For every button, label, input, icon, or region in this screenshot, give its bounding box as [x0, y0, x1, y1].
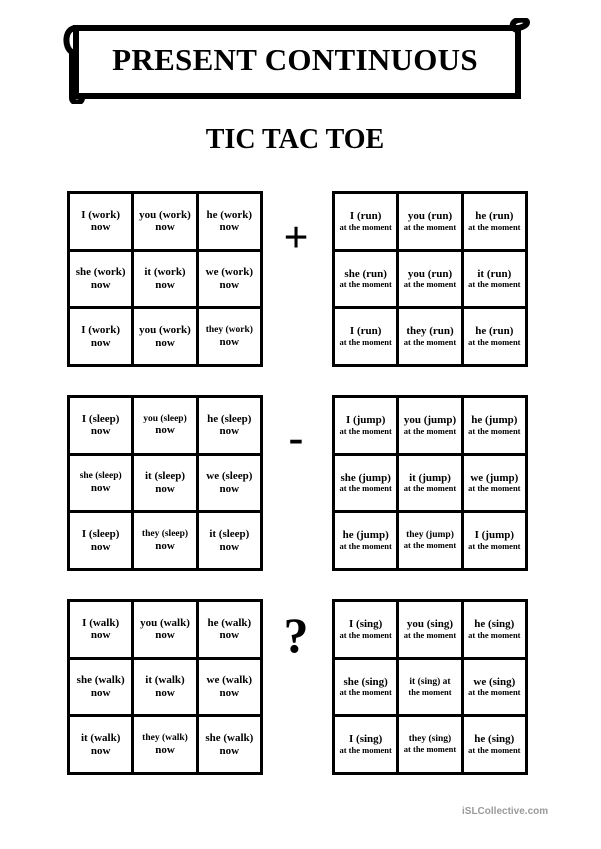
title-banner: [60, 18, 530, 104]
cell-subject: you (run): [407, 267, 453, 280]
cell-subject: it (run): [477, 267, 512, 280]
cell-time-expression: at the moment: [468, 337, 521, 348]
board-cell: [199, 513, 260, 568]
board-cell: [399, 717, 460, 772]
cell-time-expression: now: [219, 278, 240, 291]
board-cell: [70, 717, 131, 772]
cell-subject: it (jump): [409, 471, 451, 484]
cell-subject: it (work): [144, 266, 186, 279]
cell-time-expression: at the moment: [403, 337, 457, 348]
board-run: [332, 191, 528, 367]
board-cell: [335, 252, 396, 307]
board-jump: [332, 395, 528, 571]
cell-time-expression: now: [219, 425, 240, 438]
board-work: [67, 191, 263, 367]
board-cell: [134, 717, 195, 772]
board-sing: [332, 599, 528, 775]
cell-subject: we (sleep): [206, 470, 253, 483]
cell-subject: they (sleep): [141, 528, 189, 539]
cell-subject: I (sing): [349, 733, 383, 746]
cell-time-expression: at the moment: [468, 629, 521, 640]
cell-time-expression: at the moment: [403, 483, 457, 494]
cell-subject: she (walk): [205, 732, 254, 745]
cell-subject: you (work): [139, 324, 191, 337]
cell-subject: he (jump): [471, 414, 518, 427]
cell-subject: it (sleep): [144, 470, 185, 483]
board-cell: [199, 717, 260, 772]
board-cell: [335, 456, 396, 511]
board-cell: [399, 456, 460, 511]
cell-subject: I (run): [349, 325, 382, 338]
board-cell: [464, 398, 525, 453]
cell-subject: it (walk): [80, 732, 121, 745]
cell-time-expression: now: [155, 336, 175, 349]
cell-time-expression: now: [155, 686, 175, 699]
cell-subject: I (work): [81, 208, 121, 221]
cell-time-expression: at the moment: [403, 425, 457, 436]
cell-subject: you (work): [139, 208, 191, 221]
cell-subject: I (sing): [349, 618, 383, 631]
cell-time-expression: at the moment: [468, 541, 521, 552]
cell-time-expression: now: [90, 629, 111, 642]
cell-time-expression: at the moment: [468, 221, 521, 232]
board-cell: [199, 398, 260, 453]
board-cell: [70, 602, 131, 657]
cell-time-expression: now: [90, 278, 111, 291]
cell-subject: he (run): [475, 210, 514, 223]
cell-subject: we (work): [205, 266, 253, 279]
cell-subject: we (sing): [473, 675, 516, 688]
cell-subject: you (sleep): [143, 413, 187, 424]
board-cell: [134, 398, 195, 453]
minus-sign: -: [288, 413, 304, 462]
cell-time-expression: at the moment: [339, 425, 392, 436]
board-cell: [134, 602, 195, 657]
cell-time-expression: now: [155, 539, 175, 552]
board-cell: [199, 456, 260, 511]
cell-subject: he (run): [475, 325, 514, 338]
cell-subject: you (sing): [406, 618, 454, 631]
cell-time-expression: at the moment: [339, 221, 392, 232]
cell-subject: I (walk): [82, 616, 120, 629]
board-cell: [335, 194, 396, 249]
board-cell: [199, 660, 260, 715]
cell-time-expression: now: [90, 482, 111, 495]
board-cell: [134, 194, 195, 249]
board-cell: [70, 309, 131, 364]
page-title: PRESENT CONTINUOUS: [112, 42, 478, 77]
cell-subject: she (jump): [340, 471, 391, 484]
board-cell: [134, 456, 195, 511]
cell-time-expression: the moment: [408, 686, 452, 697]
cell-time-expression: now: [219, 629, 240, 642]
board-sleep: [67, 395, 263, 571]
cell-time-expression: now: [155, 278, 175, 291]
cell-time-expression: now: [219, 482, 240, 495]
cell-subject: it (sing) at: [409, 676, 451, 687]
cell-subject: we (walk): [206, 674, 253, 687]
board-cell: [464, 717, 525, 772]
cell-subject: I (sleep): [81, 528, 120, 541]
board-cell: [134, 513, 195, 568]
board-cell: [335, 513, 396, 568]
cell-subject: he (sing): [474, 618, 515, 631]
cell-time-expression: now: [219, 221, 240, 234]
cell-time-expression: at the moment: [403, 629, 457, 640]
board-cell: [464, 660, 525, 715]
cell-time-expression: now: [155, 629, 175, 642]
board-cell: [464, 513, 525, 568]
board-cell: [399, 660, 460, 715]
cell-subject: he (work): [206, 208, 253, 221]
plus-sign: +: [283, 213, 309, 262]
cell-time-expression: at the moment: [403, 221, 457, 232]
cell-time-expression: now: [219, 686, 240, 699]
board-cell: [464, 194, 525, 249]
board-cell: [199, 602, 260, 657]
board-cell: [399, 513, 460, 568]
board-cell: [335, 602, 396, 657]
board-cell: [70, 513, 131, 568]
cell-subject: she (sing): [343, 675, 388, 688]
cell-time-expression: at the moment: [468, 425, 521, 436]
board-cell: [199, 309, 260, 364]
cell-time-expression: at the moment: [339, 279, 392, 290]
board-cell: [70, 194, 131, 249]
board-cell: [399, 602, 460, 657]
cell-subject: she (sleep): [79, 471, 122, 482]
cell-time-expression: at the moment: [403, 279, 457, 290]
board-walk: [67, 599, 263, 775]
question-sign: ?: [283, 607, 309, 663]
cell-time-expression: at the moment: [468, 687, 521, 698]
watermark: iSLCollective.com: [462, 806, 549, 817]
cell-time-expression: at the moment: [339, 687, 392, 698]
cell-time-expression: now: [219, 744, 240, 757]
board-cell: [335, 309, 396, 364]
cell-time-expression: at the moment: [339, 629, 392, 640]
board-cell: [464, 602, 525, 657]
cell-time-expression: now: [155, 424, 175, 437]
page-subtitle: TIC TAC TOE: [205, 124, 385, 155]
cell-time-expression: now: [90, 336, 111, 349]
cell-subject: they (sing): [408, 734, 452, 745]
board-cell: [134, 252, 195, 307]
cell-time-expression: at the moment: [468, 483, 521, 494]
cell-subject: they (run): [406, 325, 454, 338]
cell-time-expression: at the moment: [339, 337, 392, 348]
cell-time-expression: now: [219, 335, 240, 348]
cell-subject: she (walk): [76, 674, 125, 687]
board-cell: [199, 194, 260, 249]
cell-subject: they (work): [205, 324, 253, 335]
board-cell: [335, 660, 396, 715]
board-cell: [464, 456, 525, 511]
cell-subject: she (work): [75, 266, 126, 279]
cell-time-expression: now: [155, 482, 175, 495]
cell-subject: he (jump): [342, 529, 389, 542]
cell-time-expression: at the moment: [468, 745, 521, 756]
board-cell: [134, 660, 195, 715]
cell-time-expression: now: [155, 221, 175, 234]
board-cell: [70, 456, 131, 511]
cell-time-expression: now: [219, 540, 240, 553]
board-cell: [399, 194, 460, 249]
cell-subject: you (walk): [140, 616, 190, 629]
cell-subject: they (jump): [406, 530, 454, 541]
cell-time-expression: at the moment: [339, 483, 392, 494]
board-cell: [399, 309, 460, 364]
board-cell: [464, 309, 525, 364]
cell-subject: I (work): [81, 324, 121, 337]
cell-subject: you (jump): [403, 414, 457, 427]
board-cell: [399, 398, 460, 453]
board-cell: [399, 252, 460, 307]
board-cell: [70, 252, 131, 307]
cell-subject: I (jump): [474, 529, 515, 542]
cell-time-expression: now: [155, 743, 175, 756]
board-cell: [335, 717, 396, 772]
board-cell: [70, 398, 131, 453]
board-cell: [134, 309, 195, 364]
cell-subject: I (run): [349, 210, 382, 223]
cell-subject: I (sleep): [81, 412, 120, 425]
cell-time-expression: at the moment: [403, 540, 457, 551]
cell-time-expression: at the moment: [403, 744, 457, 755]
cell-subject: they (walk): [142, 732, 188, 743]
cell-subject: she (run): [344, 267, 387, 280]
cell-subject: it (walk): [145, 674, 185, 687]
cell-subject: he (walk): [207, 616, 252, 629]
cell-time-expression: now: [90, 221, 111, 234]
cell-subject: it (sleep): [209, 528, 250, 541]
board-cell: [199, 252, 260, 307]
cell-subject: you (run): [407, 210, 453, 223]
board-cell: [70, 660, 131, 715]
board-cell: [335, 398, 396, 453]
cell-time-expression: now: [90, 540, 111, 553]
cell-time-expression: at the moment: [468, 279, 521, 290]
cell-time-expression: at the moment: [339, 745, 392, 756]
cell-time-expression: now: [90, 686, 111, 699]
cell-time-expression: now: [90, 425, 111, 438]
cell-time-expression: now: [90, 744, 111, 757]
cell-subject: we (jump): [470, 471, 519, 484]
cell-subject: he (sing): [474, 733, 515, 746]
cell-time-expression: at the moment: [339, 541, 392, 552]
cell-subject: I (jump): [345, 414, 386, 427]
board-cell: [464, 252, 525, 307]
cell-subject: he (sleep): [207, 412, 252, 425]
